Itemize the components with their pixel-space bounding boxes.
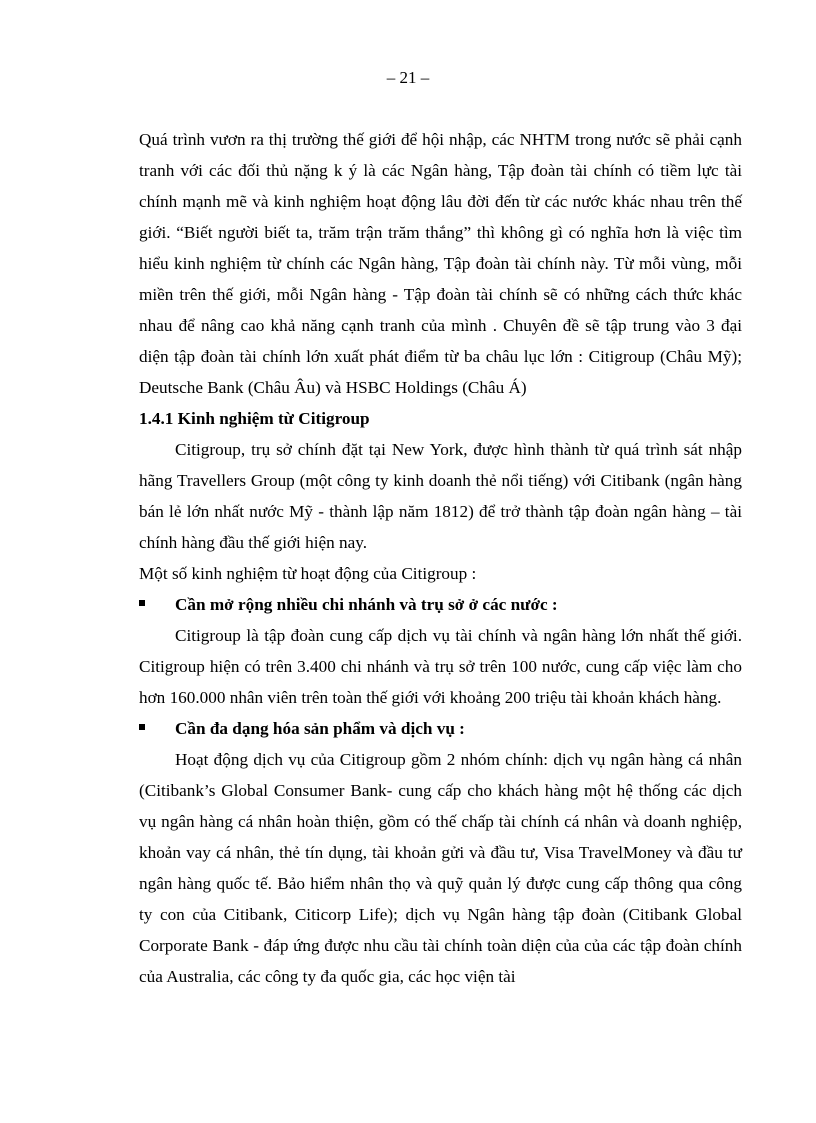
- experience-intro-paragraph: Một số kinh nghiệm từ hoạt động của Citigroup :: [139, 564, 477, 583]
- bullet-diversify: [139, 713, 742, 744]
- page-body: [139, 124, 742, 992]
- page-number: – 21 –: [386, 68, 430, 87]
- intro-paragraph: Quá trình vươn ra thị trường thế giới để hội nhập, các NHTM trong nước sẽ phải cạnh tranh với các đối thủ nặng k ý là các Ngân hàng, Tập đoàn tài chính có tiềm lực tài chính mạnh mẽ và kinh nghiệm hoạt động lâu đời đến từ các nước khác nhau trên thế giới. “Biết người biết ta, trăm trận trăm thắng” thì không gì có nghĩa hơn là việc tìm hiểu kinh nghiệm từ chính các Ngân hàng, Tập đoàn tài chính này. Từ mỗi vùng, mỗi miền trên thế giới, mỗi Ngân hàng - Tập đoàn tài chính sẽ có những cách thức khác nhau để nâng cao khả năng cạnh tranh của mình . Chuyên đề sẽ tập trung vào 3 đại diện tập đoàn tài chính lớn xuất phát điểm từ ba châu lục lớn : Citigroup (Châu Mỹ); Deutsche Bank (Châu Âu) và HSBC Holdings (Châu Á): [139, 130, 742, 397]
- bullet-branches-label: Cần mở rộng nhiều chi nhánh và trụ sở ở các nước :: [175, 595, 558, 614]
- citigroup-intro-paragraph: Citigroup, trụ sở chính đặt tại New York, được hình thành từ quá trình sát nhập hãng Travellers Group (một công ty kinh doanh thẻ nổi tiếng) với Citibank (ngân hàng bán lẻ lớn nhất nước Mỹ - thành lập năm 1812) để trở thành tập đoàn ngân hàng – tài chính hàng đầu thế giới hiện nay.: [139, 440, 742, 552]
- square-bullet-icon: [139, 724, 145, 730]
- bullet-branches: [139, 589, 742, 620]
- branches-paragraph: Citigroup là tập đoàn cung cấp dịch vụ tài chính và ngân hàng lớn nhất thế giới. Citigroup hiện có trên 3.400 chi nhánh và trụ sở trên 100 nước, cung cấp việc làm cho hơn 160.000 nhân viên trên toàn thế giới với khoảng 200 triệu tài khoản khách hàng.: [139, 626, 742, 707]
- bullet-diversify-label: Cần đa dạng hóa sản phẩm và dịch vụ :: [175, 719, 465, 738]
- section-heading: 1.4.1 Kinh nghiệm từ Citigroup: [139, 409, 370, 428]
- diversify-paragraph: Hoạt động dịch vụ của Citigroup gồm 2 nhóm chính: dịch vụ ngân hàng cá nhân (Citibank’s Global Consumer Bank- cung cấp cho khách hàng một hệ thống các dịch vụ ngân hàng cá nhân hoàn thiện, gồm có thế chấp tài chính cá nhân và doanh nghiệp, khoản vay cá nhân, thẻ tín dụng, tài khoản gửi và đầu tư, Visa TravelMoney và đầu tư ngân hàng quốc tế. Bảo hiểm nhân thọ và quỹ quản lý được cung cấp thông qua công ty con của Citibank, Citicorp Life); dịch vụ Ngân hàng tập đoàn (Citibank Global Corporate Bank - đáp ứng được nhu cầu tài chính toàn diện của của các tập đoàn chính của Australia, các công ty đa quốc gia, các học viện tài: [139, 750, 742, 986]
- square-bullet-icon: [139, 600, 145, 606]
